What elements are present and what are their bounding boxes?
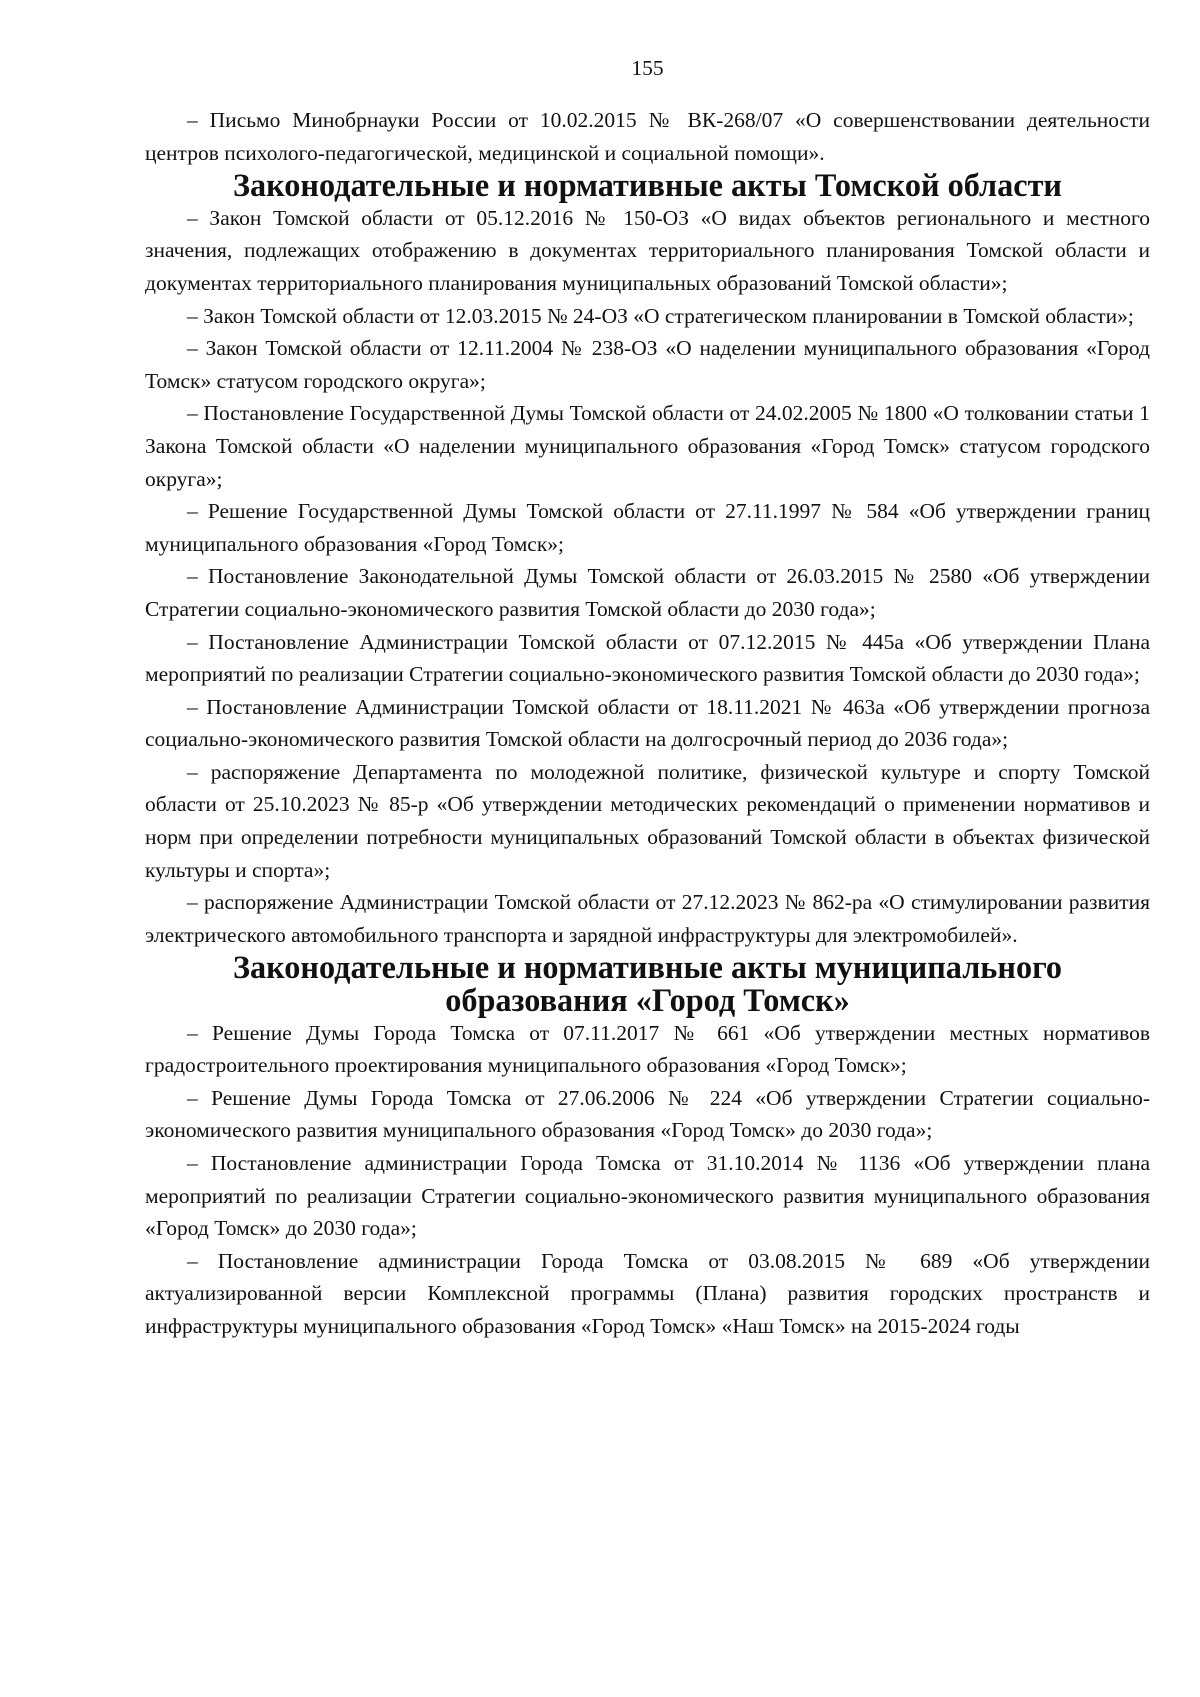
list-item: – распоряжение Департамента по молодежной политике, физической культуре и спорту Томской области от 25.10.2023 № 85-р «Об утверждении методических рекомендаций о применении нормативов и норм при определении потребности муниципальных образований Томской области в объектах физической культуры и спорта»; bbox=[145, 759, 1150, 882]
section-heading-tomsk-region: Законодательные и нормативные акты Томской области bbox=[232, 167, 1063, 204]
list-item: – Постановление администрации Города Томска от 03.08.2015 № 689 «Об утверждении актуализированной версии Комплексной программы (Плана) развития городских пространств и инфраструктуры муниципального образования «Город Томск» «Наш Томск» на 2015-2024 годы bbox=[145, 1248, 1150, 1338]
list-item: – Решение Думы Города Томска от 27.06.2006 № 224 «Об утверждении Стратегии социально-экономического развития муниципального образования «Город Томск» до 2030 года»; bbox=[145, 1085, 1150, 1143]
list-item: – Постановление Законодательной Думы Томской области от 26.03.2015 № 2580 «Об утверждении Стратегии социально-экономического развития Томской области до 2030 года»; bbox=[145, 564, 1150, 621]
list-item: – Решение Государственной Думы Томской области от 27.11.1997 № 584 «Об утверждении границ муниципального образования «Город Томск»; bbox=[145, 499, 1150, 556]
list-item: – Закон Томской области от 05.12.2016 № 150-ОЗ «О видах объектов регионального и местного значения, подлежащих отображению в документах территориального планирования Томской области и документах территориального планирования муниципальных образований Томской области»; bbox=[145, 205, 1150, 295]
list-item: – Постановление Администрации Томской области от 07.12.2015 № 445а «Об утверждении Плана мероприятий по реализации Стратегии социально-экономического развития Томской области до 2030 года»; bbox=[145, 629, 1150, 687]
list-item: – Письмо Минобрнауки России от 10.02.2015 № ВК-268/07 «О совершенствовании деятельности центров психолого-педагогической, медицинской и социальной помощи». bbox=[145, 108, 1150, 165]
list-item: – Закон Томской области от 12.11.2004 № 238-ОЗ «О наделении муниципального образования «Город Томск» статусом городского округа»; bbox=[145, 336, 1150, 393]
list-item: – Закон Томской области от 12.03.2015 № 24-ОЗ «О стратегическом планировании в Томской области»; bbox=[187, 303, 1134, 328]
list-item: – распоряжение Администрации Томской области от 27.12.2023 № 862-ра «О стимулировании развития электрического автомобильного транспорта и зарядной инфраструктуры для электромобилей». bbox=[145, 890, 1150, 947]
list-item: – Постановление Государственной Думы Томской области от 24.02.2005 № 1800 «О толковании статьи 1 Закона Томской области «О наделении муниципального образования «Город Томск» статусом городского округа»; bbox=[145, 401, 1150, 491]
list-item: – Постановление администрации Города Томска от 31.10.2014 № 1136 «Об утверждении плана мероприятий по реализации Стратегии социально-экономического развития муниципального образования «Город Томск» до 2030 года»; bbox=[145, 1151, 1150, 1241]
list-item: – Постановление Администрации Томской области от 18.11.2021 № 463а «Об утверждении прогноза социально-экономического развития Томской области на долгосрочный период до 2036 года»; bbox=[145, 694, 1150, 752]
list-item: – Решение Думы Города Томска от 07.11.2017 № 661 «Об утверждении местных нормативов градостроительного проектирования муниципального образования «Город Томск»; bbox=[145, 1020, 1150, 1078]
document-page bbox=[145, 52, 1150, 1343]
section-heading-tomsk-city: Законодательные и нормативные акты муниципального образования «Город Томск» bbox=[232, 949, 1063, 1019]
page-number: 155 bbox=[631, 56, 664, 80]
